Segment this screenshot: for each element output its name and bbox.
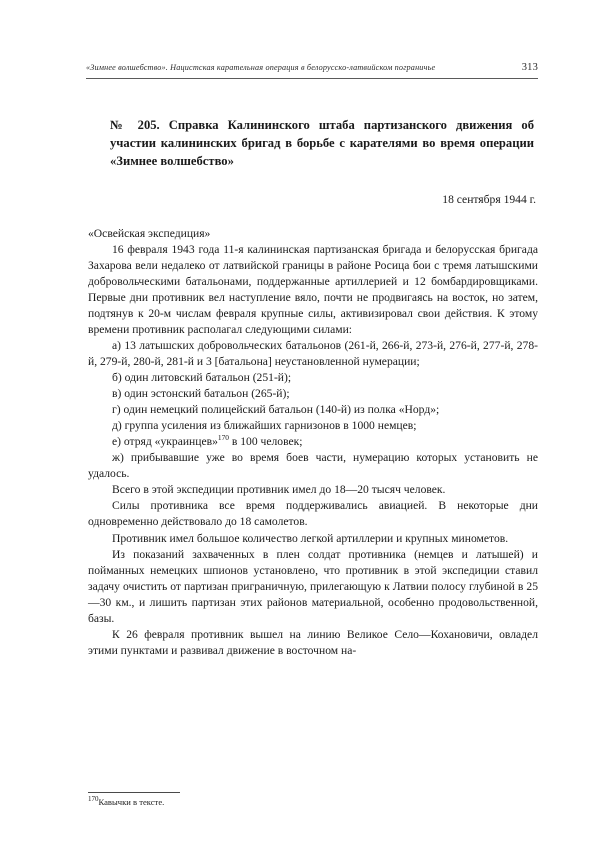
paragraph: К 26 февраля противник вышел на линию Великое Село—Кохановичи, овладел этими пунктами и развивал движение в восточном на- xyxy=(88,627,538,657)
running-head-title: «Зимнее волшебство». Нацистская карательная операция в белорусско-латвийском пограничье xyxy=(86,63,436,72)
paragraph: в) один эстонский батальон (265-й); xyxy=(112,387,290,401)
paragraph-with-footnote-ref: е) отряд «украинцев»$^{170}$ в 100 человек; xyxy=(112,433,303,449)
footnote-separator xyxy=(88,792,180,793)
paragraph-subtitle: «Освейская экспедиция» xyxy=(88,226,211,240)
footnote-marker: 170 xyxy=(88,794,99,803)
paragraph: Всего в этой экспедиции противник имел до 18—20 тысяч человек. xyxy=(112,483,446,497)
paragraph: 16 февраля 1943 года 11-я калининская партизанская бригада и белорусская бригада Захарова вели недалеко от латвийской границы в районе Росица бои с тремя латышскими добровольческими батальонами, поддержанные артиллерией и 12 бомбардировщиками. Первые дни противник вел наступление вяло, почти не продвигаясь на восток, но затем, подтянув к 20-м числам февраля крупные силы, активизировал свои действия. К этому времени противник располагал следующими силами: xyxy=(88,242,538,336)
paragraph: б) один литовский батальон (251-й); xyxy=(112,371,292,385)
running-head xyxy=(86,62,538,79)
paragraph: Из показаний захваченных в плен солдат противника (немцев и латышей) и пойманных немецких шпионов установлено, что противник в этой экспедиции ставил задачу очистить от партизан приграничную, прилегающую к Латвии полосу глубиной в 25—30 км., и лишить партизан этих районов материальной, особенно продовольственной, базы. xyxy=(88,547,538,625)
page-number: 313 xyxy=(521,62,538,73)
document-date: 18 сентября 1944 г. xyxy=(442,192,536,206)
document-body xyxy=(88,226,538,659)
paragraph: а) 13 латышских добровольческих батальонов (261-й, 266-й, 273-й, 276-й, 277-й, 278-й, 279-й, 280-й, 281-й и 3 [батальона] неустановленной нумерации; xyxy=(88,338,538,368)
footnote-content: Кавычки в тексте. xyxy=(98,796,165,807)
paragraph: Противник имел большое количество легкой артиллерии и крупных минометов. xyxy=(112,531,509,545)
footnote-text xyxy=(88,794,538,808)
paragraph: д) группа усиления из ближайших гарнизонов в 1000 немцев; xyxy=(112,419,417,433)
footnote xyxy=(88,792,538,808)
paragraph: Силы противника все время поддерживались авиацией. В некоторые дни одновременно действовало до 18 самолетов. xyxy=(88,499,538,529)
document-heading: № 205. Справка Калининского штаба партизанского движения об участии калининских бригад в борьбе с карателями во время операции «Зимнее волшебство» xyxy=(110,118,534,168)
paragraph: ж) прибывавшие уже во время боев части, нумерацию которых установить не удалось. xyxy=(88,451,538,481)
paragraph: г) один немецкий полицейский батальон (140-й) из полка «Норд»; xyxy=(112,403,440,417)
